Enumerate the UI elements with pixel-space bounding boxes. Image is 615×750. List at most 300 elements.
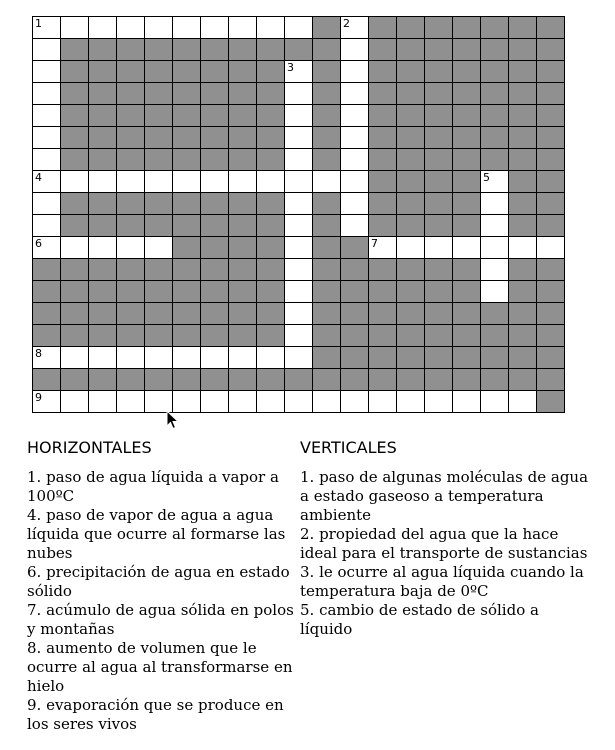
crossword-block: [257, 105, 285, 127]
crossword-block: [369, 39, 397, 61]
crossword-block: [145, 193, 173, 215]
crossword-cell[interactable]: [285, 171, 313, 193]
crossword-block: [117, 39, 145, 61]
crossword-cell[interactable]: [117, 347, 145, 369]
crossword-block: [89, 39, 117, 61]
crossword-block: [201, 149, 229, 171]
crossword-block: [89, 259, 117, 281]
crossword-cell[interactable]: [285, 347, 313, 369]
crossword-block: [369, 127, 397, 149]
crossword-cell[interactable]: [229, 391, 257, 413]
crossword-block: [481, 105, 509, 127]
crossword-cell[interactable]: [341, 391, 369, 413]
crossword-block: [425, 171, 453, 193]
crossword-cell[interactable]: [173, 171, 201, 193]
crossword-block: [173, 83, 201, 105]
crossword-block: [481, 61, 509, 83]
crossword-block: [89, 369, 117, 391]
crossword-cell[interactable]: [369, 237, 397, 259]
crossword-block: [257, 369, 285, 391]
clue-number: 1: [35, 17, 42, 30]
crossword-block: [369, 105, 397, 127]
crossword-block: [537, 215, 565, 237]
crossword-block: [61, 105, 89, 127]
crossword-block: [229, 61, 257, 83]
crossword-block: [229, 325, 257, 347]
crossword-cell[interactable]: [145, 347, 173, 369]
crossword-block: [481, 303, 509, 325]
crossword-cell[interactable]: [481, 215, 509, 237]
crossword-block: [341, 281, 369, 303]
crossword-block: [201, 325, 229, 347]
crossword-block: [285, 39, 313, 61]
crossword-block: [509, 347, 537, 369]
crossword-cell[interactable]: [257, 171, 285, 193]
crossword-block: [229, 105, 257, 127]
crossword-block: [313, 149, 341, 171]
crossword-block: [425, 369, 453, 391]
crossword-block: [229, 127, 257, 149]
crossword-cell[interactable]: [229, 347, 257, 369]
crossword-cell[interactable]: [341, 39, 369, 61]
crossword-block: [61, 39, 89, 61]
crossword-cell[interactable]: [341, 105, 369, 127]
crossword-cell[interactable]: [285, 61, 313, 83]
crossword-block: [33, 325, 61, 347]
crossword-cell[interactable]: [201, 17, 229, 39]
crossword-block: [453, 215, 481, 237]
crossword-block: [145, 259, 173, 281]
crossword-cell[interactable]: [481, 259, 509, 281]
crossword-block: [145, 83, 173, 105]
crossword-block: [341, 237, 369, 259]
crossword-block: [61, 149, 89, 171]
crossword-block: [117, 303, 145, 325]
crossword-cell[interactable]: [33, 237, 61, 259]
crossword-block: [369, 193, 397, 215]
crossword-block: [117, 325, 145, 347]
clue-v-1: 1. paso de algunas moléculas de agua a estado gaseoso a temperatura ambiente: [300, 468, 589, 524]
crossword-block: [257, 39, 285, 61]
crossword-block: [89, 149, 117, 171]
clue-number: 6: [35, 237, 42, 250]
crossword-cell[interactable]: [33, 105, 61, 127]
crossword-block: [313, 369, 341, 391]
clue-number: 7: [371, 237, 378, 250]
crossword-block: [509, 61, 537, 83]
crossword-cell[interactable]: [341, 171, 369, 193]
crossword-block: [173, 369, 201, 391]
crossword-block: [453, 61, 481, 83]
crossword-block: [173, 61, 201, 83]
crossword-block: [537, 303, 565, 325]
crossword-cell[interactable]: [33, 347, 61, 369]
crossword-block: [537, 391, 565, 413]
crossword-cell[interactable]: [509, 237, 537, 259]
crossword-block: [425, 39, 453, 61]
crossword-block: [509, 39, 537, 61]
crossword-block: [509, 105, 537, 127]
crossword-cell[interactable]: [33, 83, 61, 105]
crossword-block: [537, 17, 565, 39]
crossword-cell[interactable]: [397, 391, 425, 413]
crossword-block: [173, 105, 201, 127]
crossword-block: [201, 39, 229, 61]
crossword-cell[interactable]: [89, 237, 117, 259]
crossword-block: [453, 325, 481, 347]
crossword-cell[interactable]: [89, 347, 117, 369]
crossword-block: [145, 127, 173, 149]
crossword-block: [397, 347, 425, 369]
crossword-block: [537, 105, 565, 127]
crossword-block: [201, 303, 229, 325]
crossword-block: [89, 325, 117, 347]
crossword-block: [89, 127, 117, 149]
crossword-block: [509, 259, 537, 281]
crossword-block: [201, 281, 229, 303]
crossword-block: [173, 127, 201, 149]
crossword-block: [509, 17, 537, 39]
clue-h-7: 7. acúmulo de agua sólida en polos y montañas: [27, 601, 294, 638]
crossword-block: [257, 303, 285, 325]
crossword-block: [481, 325, 509, 347]
crossword-block: [313, 193, 341, 215]
crossword-block: [117, 83, 145, 105]
crossword-block: [201, 105, 229, 127]
crossword-block: [61, 61, 89, 83]
crossword-block: [89, 215, 117, 237]
crossword-block: [369, 83, 397, 105]
crossword-cell[interactable]: [89, 391, 117, 413]
crossword-cell[interactable]: [341, 83, 369, 105]
crossword-cell[interactable]: [173, 17, 201, 39]
crossword-block: [397, 303, 425, 325]
crossword-block: [425, 83, 453, 105]
crossword-block: [145, 215, 173, 237]
crossword-cell[interactable]: [285, 83, 313, 105]
crossword-block: [425, 347, 453, 369]
crossword-block: [117, 61, 145, 83]
crossword-block: [145, 149, 173, 171]
crossword-cell[interactable]: [33, 391, 61, 413]
crossword-cell[interactable]: [229, 171, 257, 193]
clue-h-4: 4. paso de vapor de agua a agua líquida que ocurre al formarse las nubes: [27, 506, 286, 562]
crossword-block: [173, 193, 201, 215]
crossword-block: [257, 127, 285, 149]
crossword-block: [33, 303, 61, 325]
crossword-block: [453, 39, 481, 61]
crossword-cell[interactable]: [481, 281, 509, 303]
crossword-cell[interactable]: [33, 149, 61, 171]
crossword-block: [257, 149, 285, 171]
crossword-cell[interactable]: [117, 391, 145, 413]
crossword-cell[interactable]: [117, 17, 145, 39]
crossword-block: [313, 39, 341, 61]
crossword-block: [509, 149, 537, 171]
crossword-block: [397, 17, 425, 39]
crossword-cell[interactable]: [285, 215, 313, 237]
crossword-cell[interactable]: [285, 303, 313, 325]
clue-number: 2: [343, 17, 350, 30]
crossword-block: [257, 61, 285, 83]
crossword-block: [229, 369, 257, 391]
crossword-block: [397, 127, 425, 149]
crossword-block: [341, 369, 369, 391]
crossword-block: [341, 325, 369, 347]
crossword-block: [509, 369, 537, 391]
clue-h-9: 9. evaporación que se produce en los seres vivos: [27, 696, 284, 733]
crossword-block: [173, 303, 201, 325]
crossword-cell[interactable]: [201, 347, 229, 369]
crossword-block: [509, 281, 537, 303]
clue-v-3: 3. le ocurre al agua líquida cuando la temperatura baja de 0ºC: [300, 563, 584, 600]
crossword-block: [453, 347, 481, 369]
crossword-block: [537, 347, 565, 369]
crossword-block: [425, 127, 453, 149]
crossword-block: [425, 281, 453, 303]
crossword-cell[interactable]: [509, 391, 537, 413]
crossword-block: [145, 105, 173, 127]
crossword-block: [537, 127, 565, 149]
crossword-block: [145, 369, 173, 391]
crossword-cell[interactable]: [145, 237, 173, 259]
crossword-cell[interactable]: [481, 171, 509, 193]
crossword-block: [89, 83, 117, 105]
crossword-block: [61, 193, 89, 215]
crossword-block: [537, 149, 565, 171]
crossword-block: [173, 149, 201, 171]
crossword-block: [341, 259, 369, 281]
crossword-cell[interactable]: [313, 391, 341, 413]
crossword-block: [425, 105, 453, 127]
crossword-cell[interactable]: [33, 39, 61, 61]
crossword-cell[interactable]: [33, 171, 61, 193]
crossword-block: [369, 347, 397, 369]
crossword-block: [145, 61, 173, 83]
crossword-block: [397, 83, 425, 105]
crossword-cell[interactable]: [33, 215, 61, 237]
crossword-block: [89, 303, 117, 325]
crossword-block: [369, 303, 397, 325]
crossword-cell[interactable]: [117, 237, 145, 259]
crossword-block: [313, 83, 341, 105]
crossword-block: [145, 325, 173, 347]
crossword-cell[interactable]: [481, 237, 509, 259]
clue-number: 4: [35, 171, 42, 184]
crossword-block: [145, 303, 173, 325]
crossword-block: [145, 39, 173, 61]
crossword-block: [61, 127, 89, 149]
crossword-cell[interactable]: [313, 171, 341, 193]
crossword-cell[interactable]: [341, 215, 369, 237]
crossword-block: [33, 281, 61, 303]
crossword-cell[interactable]: [481, 193, 509, 215]
crossword-block: [257, 259, 285, 281]
crossword-block: [117, 259, 145, 281]
crossword-block: [313, 259, 341, 281]
crossword-block: [369, 369, 397, 391]
crossword-block: [397, 259, 425, 281]
crossword-block: [509, 83, 537, 105]
crossword-cell[interactable]: [341, 193, 369, 215]
crossword-cell[interactable]: [201, 171, 229, 193]
crossword-block: [509, 215, 537, 237]
crossword-block: [425, 259, 453, 281]
crossword-block: [33, 369, 61, 391]
crossword-block: [453, 83, 481, 105]
crossword-block: [397, 61, 425, 83]
crossword-block: [173, 215, 201, 237]
crossword-cell[interactable]: [145, 171, 173, 193]
clue-h-6: 6. precipitación de agua en estado sólido: [27, 563, 290, 600]
crossword-block: [481, 17, 509, 39]
crossword-block: [229, 215, 257, 237]
crossword-cell[interactable]: [117, 171, 145, 193]
crossword-block: [313, 303, 341, 325]
crossword-block: [425, 325, 453, 347]
crossword-block: [509, 303, 537, 325]
crossword-cell[interactable]: [397, 237, 425, 259]
crossword-block: [89, 105, 117, 127]
crossword-block: [369, 215, 397, 237]
crossword-block: [257, 215, 285, 237]
crossword-block: [537, 171, 565, 193]
crossword-cell[interactable]: [453, 391, 481, 413]
crossword-cell[interactable]: [285, 259, 313, 281]
crossword-block: [33, 259, 61, 281]
crossword-cell[interactable]: [285, 17, 313, 39]
clue-number: 9: [35, 391, 42, 404]
crossword-block: [257, 83, 285, 105]
crossword-block: [313, 105, 341, 127]
crossword-cell[interactable]: [285, 193, 313, 215]
crossword-cell[interactable]: [341, 127, 369, 149]
crossword-block: [117, 149, 145, 171]
crossword-block: [117, 281, 145, 303]
crossword-block: [201, 259, 229, 281]
crossword-grid: [32, 16, 565, 413]
clue-v-2: 2. propiedad del agua que la hace ideal para el transporte de sustancias: [300, 525, 588, 562]
crossword-block: [453, 303, 481, 325]
crossword-cell[interactable]: [61, 347, 89, 369]
crossword-cell[interactable]: [61, 391, 89, 413]
crossword-block: [229, 303, 257, 325]
crossword-block: [369, 171, 397, 193]
crossword-cell[interactable]: [341, 61, 369, 83]
clue-h-1: 1. paso de agua líquida a vapor a 100ºC: [27, 468, 279, 505]
crossword-cell[interactable]: [145, 17, 173, 39]
crossword-block: [481, 39, 509, 61]
clue-number: 3: [287, 61, 294, 74]
crossword-block: [61, 83, 89, 105]
crossword-block: [509, 325, 537, 347]
horizontal-clues-title: HORIZONTALES: [27, 438, 152, 457]
crossword-cell[interactable]: [285, 149, 313, 171]
crossword-cell[interactable]: [481, 391, 509, 413]
crossword-block: [425, 61, 453, 83]
crossword-block: [453, 171, 481, 193]
crossword-cell[interactable]: [33, 127, 61, 149]
crossword-block: [537, 61, 565, 83]
crossword-cell[interactable]: [341, 149, 369, 171]
crossword-block: [117, 105, 145, 127]
crossword-block: [117, 127, 145, 149]
crossword-block: [369, 325, 397, 347]
crossword-block: [453, 259, 481, 281]
crossword-cell[interactable]: [201, 391, 229, 413]
crossword-cell[interactable]: [33, 193, 61, 215]
crossword-block: [341, 347, 369, 369]
crossword-block: [229, 193, 257, 215]
crossword-block: [117, 193, 145, 215]
crossword-cell[interactable]: [257, 17, 285, 39]
crossword-cell[interactable]: [33, 61, 61, 83]
crossword-block: [201, 83, 229, 105]
crossword-cell[interactable]: [61, 17, 89, 39]
crossword-cell[interactable]: [453, 237, 481, 259]
crossword-cell[interactable]: [229, 17, 257, 39]
crossword-cell[interactable]: [425, 237, 453, 259]
crossword-block: [397, 281, 425, 303]
crossword-cell[interactable]: [285, 391, 313, 413]
crossword-block: [369, 61, 397, 83]
clue-number: 5: [483, 171, 490, 184]
crossword-cell[interactable]: [89, 171, 117, 193]
crossword-block: [173, 281, 201, 303]
crossword-cell[interactable]: [173, 347, 201, 369]
crossword-block: [201, 61, 229, 83]
crossword-block: [369, 17, 397, 39]
crossword-block: [537, 369, 565, 391]
clue-number: 8: [35, 347, 42, 360]
crossword-block: [397, 215, 425, 237]
crossword-block: [257, 193, 285, 215]
crossword-block: [369, 259, 397, 281]
crossword-cell[interactable]: [285, 127, 313, 149]
crossword-cell[interactable]: [425, 391, 453, 413]
crossword-cell[interactable]: [257, 347, 285, 369]
crossword-block: [341, 303, 369, 325]
crossword-cell[interactable]: [369, 391, 397, 413]
crossword-block: [313, 215, 341, 237]
vertical-clues-title: VERTICALES: [300, 438, 397, 457]
crossword-block: [89, 281, 117, 303]
crossword-block: [229, 39, 257, 61]
crossword-block: [537, 83, 565, 105]
crossword-cell[interactable]: [257, 391, 285, 413]
crossword-block: [397, 171, 425, 193]
crossword-cell[interactable]: [537, 237, 565, 259]
crossword-block: [509, 127, 537, 149]
crossword-cell[interactable]: [89, 17, 117, 39]
crossword-cell[interactable]: [33, 17, 61, 39]
crossword-block: [397, 325, 425, 347]
crossword-cell[interactable]: [341, 17, 369, 39]
crossword-cell[interactable]: [61, 171, 89, 193]
crossword-cell[interactable]: [285, 237, 313, 259]
crossword-cell[interactable]: [285, 281, 313, 303]
crossword-block: [425, 17, 453, 39]
crossword-block: [481, 347, 509, 369]
crossword-block: [453, 193, 481, 215]
crossword-cell[interactable]: [61, 237, 89, 259]
crossword-block: [509, 171, 537, 193]
crossword-block: [173, 237, 201, 259]
crossword-cell[interactable]: [285, 105, 313, 127]
crossword-block: [229, 83, 257, 105]
crossword-cell[interactable]: [285, 325, 313, 347]
crossword-block: [369, 149, 397, 171]
